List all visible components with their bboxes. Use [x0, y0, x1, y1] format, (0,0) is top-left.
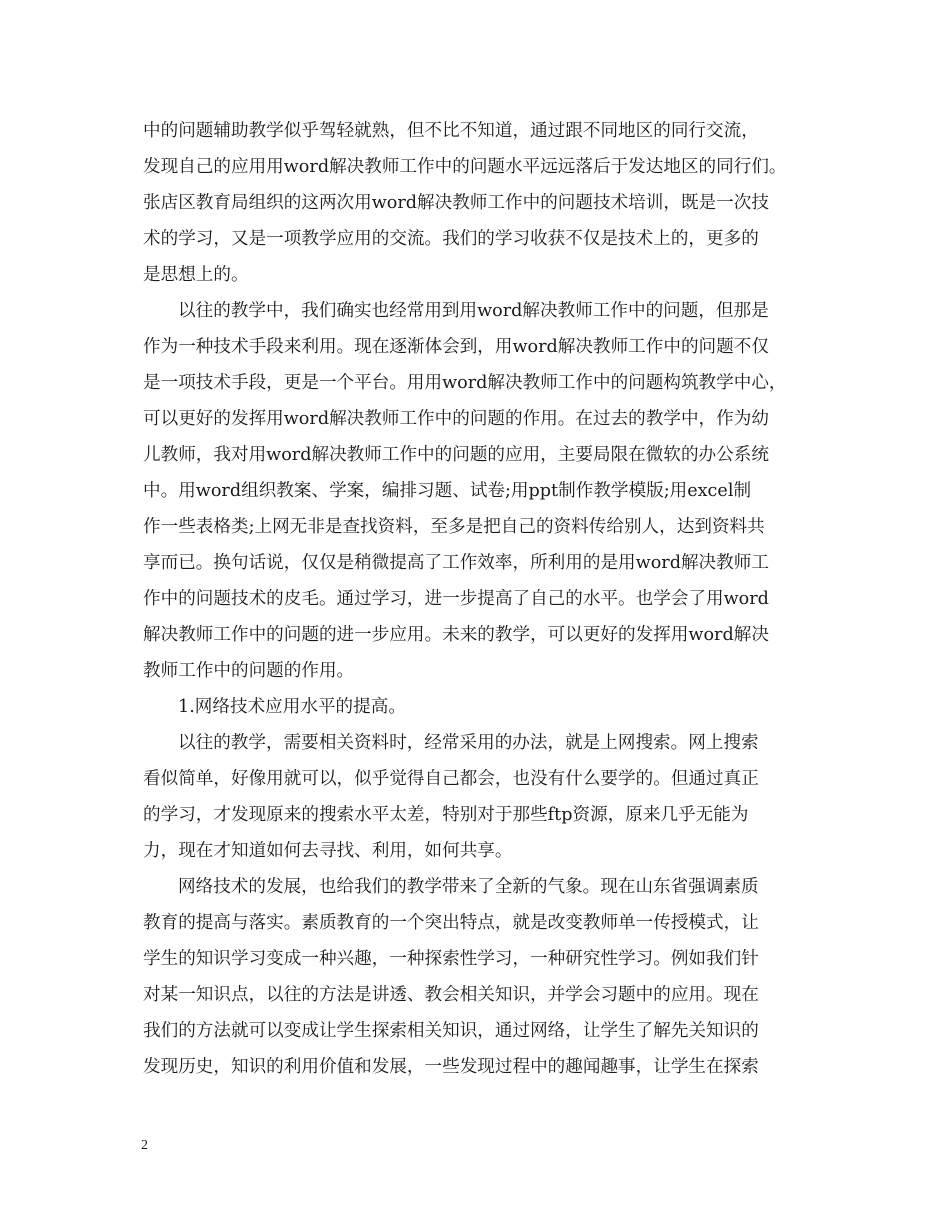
- text-line: 力，现在才知道如何去寻找、利用，如何共享。: [143, 841, 513, 861]
- page-number: 2: [141, 1138, 148, 1153]
- text-line: 作一些表格类;上网无非是查找资料，至多是把自己的资料传给别人，达到资料共: [143, 517, 765, 537]
- text-line: 儿教师，我对用word解决教师工作中的问题的应用，主要局限在微软的办公系统: [143, 445, 769, 465]
- text-line: 教育的提高与落实。素质教育的一个突出特点，就是改变教师单一传授模式，让: [143, 913, 759, 933]
- text-line: 解决教师工作中的问题的进一步应用。未来的教学，可以更好的发挥用word解决: [143, 625, 769, 645]
- text-line: 作为一种技术手段来利用。现在逐渐体会到，用word解决教师工作中的问题不仅: [143, 337, 769, 357]
- text-line: 可以更好的发挥用word解决教师工作中的问题的作用。在过去的教学中，作为幼: [143, 409, 769, 429]
- text-line: 看似简单，好像用就可以，似乎觉得自己都会，也没有什么要学的。但通过真正: [143, 769, 759, 789]
- text-line: 教师工作中的问题的作用。: [143, 661, 355, 681]
- text-line: 作中的问题技术的皮毛。通过学习，进一步提高了自己的水平。也学会了用word: [143, 589, 769, 609]
- text-line: 学生的知识学习变成一种兴趣，一种探索性学习，一种研究性学习。例如我们针: [143, 949, 759, 969]
- text-line: 以往的教学中，我们确实也经常用到用word解决教师工作中的问题，但那是: [178, 301, 769, 321]
- body-text: [143, 113, 823, 1085]
- text-line: 中。用word组织教案、学案，编排习题、试卷;用ppt制作教学模版;用excel制: [143, 481, 752, 501]
- text-line: 对某一知识点，以往的方法是讲透、教会相关知识，并学会习题中的应用。现在: [143, 985, 759, 1005]
- text-line: 张店区教育局组织的这两次用word解决教师工作中的问题技术培训，既是一次技: [143, 193, 769, 213]
- text-line: 以往的教学，需要相关资料时，经常采用的办法，就是上网搜索。网上搜索: [178, 733, 759, 753]
- text-line: 术的学习，又是一项教学应用的交流。我们的学习收获不仅是技术上的，更多的: [143, 229, 759, 249]
- text-line: 发现自己的应用用word解决教师工作中的问题水平远远落后于发达地区的同行们。: [143, 157, 787, 177]
- text-line: 的学习，才发现原来的搜索水平太差，特别对于那些ftp资源，原来几乎无能为: [143, 805, 749, 825]
- text-line: 是一项技术手段，更是一个平台。用用word解决教师工作中的问题构筑教学中心，: [143, 373, 787, 393]
- text-line: 我们的方法就可以变成让学生探索相关知识，通过网络，让学生了解先关知识的: [143, 1021, 759, 1041]
- text-line: 享而已。换句话说，仅仅是稍微提高了工作效率，所利用的是用word解决教师工: [143, 553, 769, 573]
- text-line: 中的问题辅助教学似乎驾轻就熟，但不比不知道，通过跟不同地区的同行交流，: [143, 121, 759, 141]
- text-line: 发现历史，知识的利用价值和发展，一些发现过程中的趣闻趣事，让学生在探索: [143, 1057, 759, 1077]
- text-line: 是思想上的。: [143, 265, 249, 285]
- text-line: 网络技术的发展，也给我们的教学带来了全新的气象。现在山东省强调素质: [178, 877, 759, 897]
- section-heading: 1.网络技术应用水平的提高。: [178, 697, 406, 717]
